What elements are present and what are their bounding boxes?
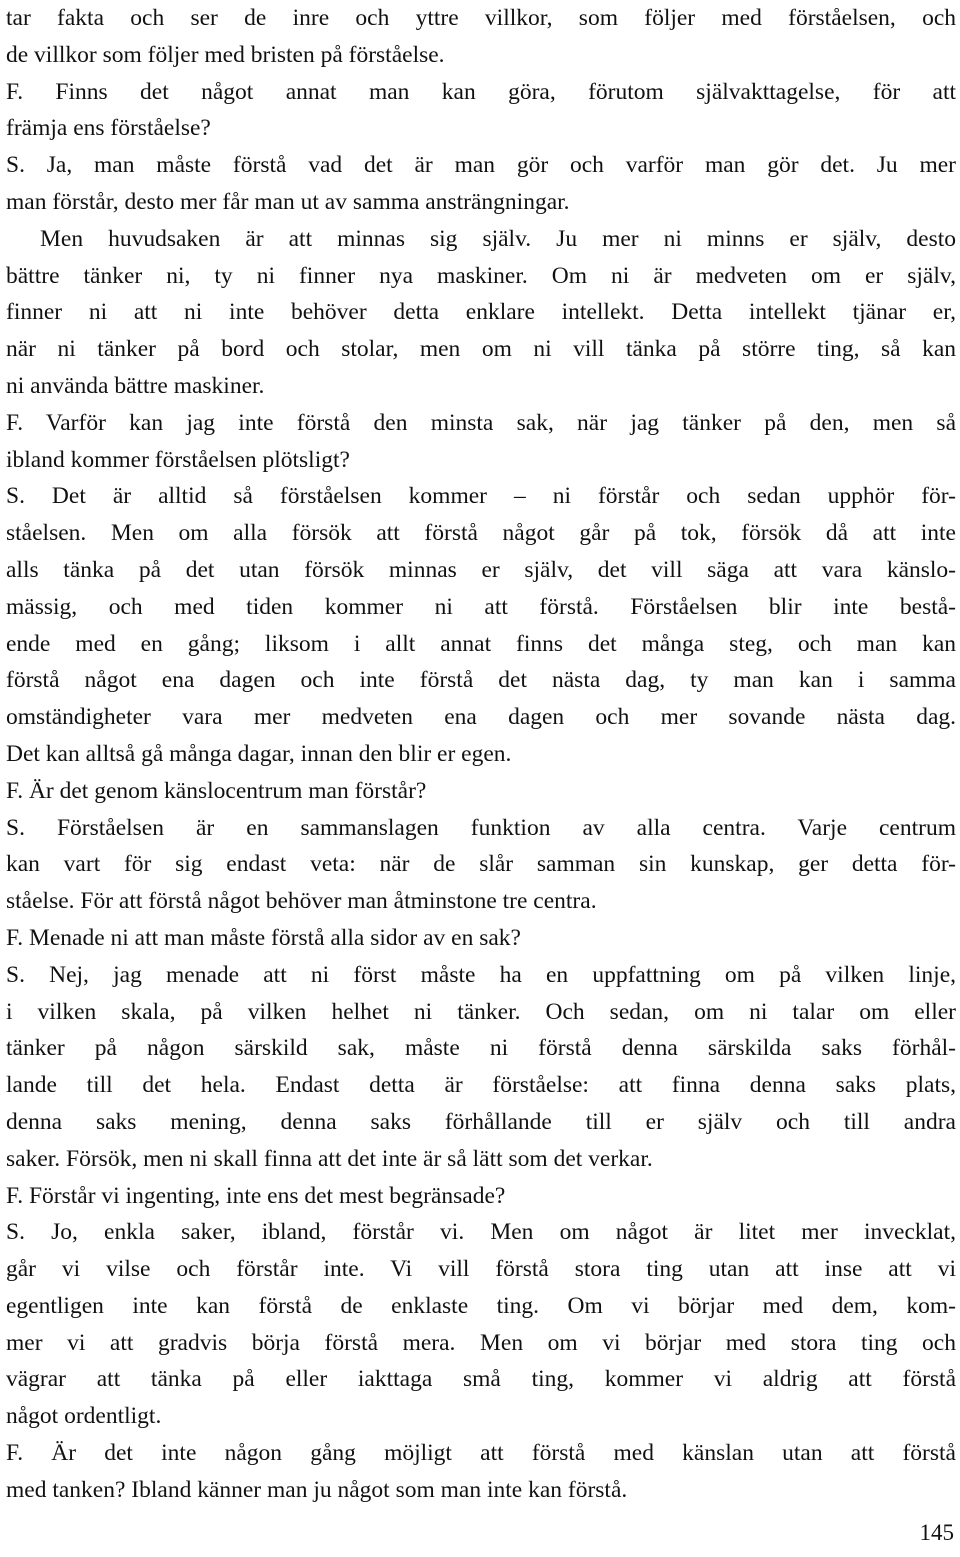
text-line: ibland kommer förståelsen plötsligt?	[6, 446, 350, 473]
text-line: S. Det är alltid så förståelsen kommer – ni förstår och sedan upphör för-	[6, 483, 956, 510]
text-line: vägrar att tänka på eller iakttaga små ting, kommer vi aldrig att förstå	[6, 1366, 956, 1393]
text-line: finner ni att ni inte behöver detta enklare intellekt. Detta intellekt tjänar er,	[6, 299, 956, 326]
text-line: F. Menade ni att man måste förstå alla sidor av en sak?	[6, 924, 521, 951]
text-line: mer vi att gradvis börja förstå mera. Men om vi börjar med stora ting och	[6, 1329, 956, 1356]
text-line: S. Nej, jag menade att ni först måste ha en uppfattning om på vilken linje,	[6, 961, 956, 988]
text-line: mässig, och med tiden kommer ni att förstå. Förståelsen blir inte bestå-	[6, 593, 956, 620]
text-line: förstå något ena dagen och inte förstå det nästa dag, ty man kan i samma	[6, 667, 956, 694]
text-line: tar fakta och ser de inre och yttre villkor, som följer med förståelsen, och	[6, 5, 956, 31]
text-line: saker. Försök, men ni skall finna att det inte är så lätt som det verkar.	[6, 1145, 653, 1172]
text-line: S. Förståelsen är en sammanslagen funktion av alla centra. Varje centrum	[6, 814, 956, 841]
text-line: man förstår, desto mer får man ut av samma ansträngningar.	[6, 188, 570, 215]
text-line: S. Ja, man måste förstå vad det är man gör och varför man gör det. Ju mer	[6, 152, 956, 179]
text-line: tänker på någon särskild sak, måste ni förstå denna särskilda saks förhål-	[6, 1035, 956, 1062]
text-line: denna saks mening, denna saks förhållande till er själv och till andra	[6, 1108, 956, 1135]
text-line: något ordentligt.	[6, 1403, 162, 1430]
text-line: ni använda bättre maskiner.	[6, 372, 265, 399]
text-line: går vi vilse och förstår inte. Vi vill förstå stora ting utan att inse att vi	[6, 1256, 956, 1283]
text-line: F. Är det genom känslocentrum man förstår?	[6, 777, 427, 804]
text-line: egentligen inte kan förstå de enklaste ting. Om vi börjar med dem, kom-	[6, 1292, 956, 1319]
text-line: ende med en gång; liksom i allt annat finns det många steg, och man kan	[6, 630, 956, 657]
text-line: alls tänka på det utan försök minnas er själv, det vill säga att vara känslo-	[6, 556, 956, 583]
text-line: ståelse. För att förstå något behöver man åtminstone tre centra.	[6, 888, 597, 915]
text-line: i vilken skala, på vilken helhet ni tänker. Och sedan, om ni talar om eller	[6, 998, 956, 1025]
text-line: F. Är det inte någon gång möjligt att förstå med känslan utan att förstå	[6, 1440, 956, 1467]
body-text	[6, 0, 956, 1509]
text-line: främja ens förståelse?	[6, 115, 211, 142]
text-line: med tanken? Ibland känner man ju något som man inte kan förstå.	[6, 1476, 628, 1503]
text-line: när ni tänker på bord och stolar, men om ni vill tänka på större ting, så kan	[6, 336, 956, 363]
text-line: F. Finns det något annat man kan göra, förutom självakttagelse, för att	[6, 78, 956, 105]
text-line: Men huvudsaken är att minnas sig själv. Ju mer ni minns er själv, desto	[40, 225, 956, 252]
text-line: Det kan alltså gå många dagar, innan den blir er egen.	[6, 740, 512, 767]
text-line: bättre tänker ni, ty ni finner nya maskiner. Om ni är medveten om er själv,	[6, 262, 956, 289]
text-line: lande till det hela. Endast detta är förståelse: att finna denna saks plats,	[6, 1072, 956, 1099]
text-line: de villkor som följer med bristen på förståelse.	[6, 41, 445, 68]
text-line: ståelsen. Men om alla försök att förstå något går på tok, försök då att inte	[6, 520, 956, 547]
text-line: S. Jo, enkla saker, ibland, förstår vi. Men om något är litet mer invecklat,	[6, 1219, 956, 1246]
page-number: 145	[919, 1520, 954, 1545]
text-line: F. Förstår vi ingenting, inte ens det mest begränsade?	[6, 1182, 506, 1209]
text-line: kan vart för sig endast veta: när de slår samman sin kunskap, ger detta för-	[6, 851, 956, 878]
text-line: F. Varför kan jag inte förstå den minsta sak, när jag tänker på den, men så	[6, 409, 956, 436]
text-line: omständigheter vara mer medveten ena dagen och mer sovande nästa dag.	[6, 704, 956, 731]
